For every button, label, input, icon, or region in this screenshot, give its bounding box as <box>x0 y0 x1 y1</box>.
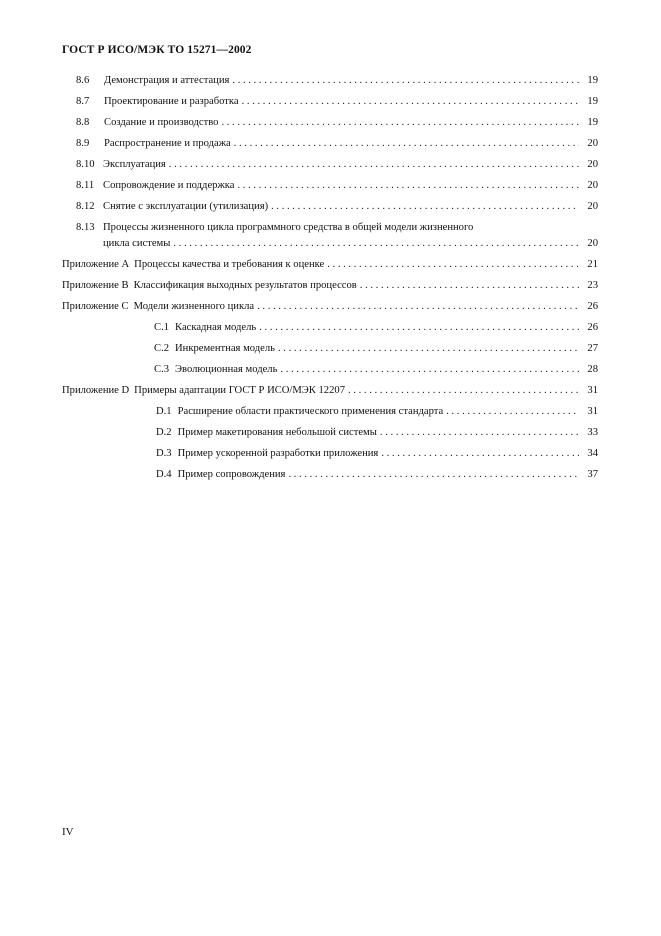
toc-entry-appendix-b[interactable] <box>62 279 598 293</box>
toc-leader-dots <box>280 363 579 377</box>
toc-entry-page: 34 <box>587 448 598 459</box>
toc-entry-title: Пример сопровождения <box>177 469 286 480</box>
toc-entry-number: D.4 <box>156 469 172 480</box>
toc-entry-8-9[interactable] <box>62 137 598 151</box>
toc-entry-page: 19 <box>587 117 598 128</box>
toc-entry-page: 27 <box>587 343 598 354</box>
toc-entry-d-3[interactable] <box>62 447 598 461</box>
toc-entry-title: Пример ускоренной разработки приложения <box>177 448 379 459</box>
toc-entry-number: 8.13 <box>76 222 95 233</box>
toc-entry-number: C.3 <box>154 364 170 375</box>
toc-entry-page: 21 <box>587 259 598 270</box>
toc-entry-page: 31 <box>587 406 598 417</box>
toc-entry-title: Инкрементная модель <box>175 343 275 354</box>
toc-entry-d-2[interactable] <box>62 426 598 440</box>
toc-entry-number: Приложение D <box>62 385 130 396</box>
toc-entry-d-1[interactable] <box>62 405 598 419</box>
toc-entry-appendix-a[interactable] <box>62 258 598 272</box>
toc-entry-number: 8.12 <box>76 201 95 212</box>
toc-entry-8-13[interactable] <box>62 221 598 235</box>
toc-leader-dots <box>446 405 579 419</box>
toc-entry-title: Пример макетирования небольшой системы <box>177 427 377 438</box>
toc-leader-dots <box>381 447 579 461</box>
toc-leader-dots <box>380 426 579 440</box>
toc-entry-title: Снятие с эксплуатации (утилизация) <box>103 201 269 212</box>
toc-leader-dots <box>360 279 579 293</box>
toc-entry-8-12[interactable] <box>62 200 598 214</box>
toc-entry-title: Распространение и продажа <box>104 138 231 149</box>
toc-entry-page: 19 <box>587 75 598 86</box>
toc-entry-number: 8.6 <box>76 75 90 86</box>
toc-entry-number: Приложение A <box>62 259 130 270</box>
toc-leader-dots <box>327 258 579 272</box>
toc-entry-number: Приложение B <box>62 280 129 291</box>
toc-entry-page: 31 <box>587 385 598 396</box>
toc-entry-number: D.1 <box>156 406 172 417</box>
toc-entry-8-6[interactable] <box>62 74 598 88</box>
toc-entry-number: 8.8 <box>76 117 90 128</box>
toc-entry-title: Эволюционная модель <box>175 364 278 375</box>
toc-entry-page: 28 <box>587 364 598 375</box>
toc-entry-number: C.1 <box>154 322 170 333</box>
toc-entry-title: Расширение области практического применения стандарта <box>177 406 444 417</box>
toc-leader-dots <box>259 321 579 335</box>
page-number: IV <box>62 826 74 838</box>
toc-entry-page: 20 <box>587 159 598 170</box>
toc-leader-dots <box>278 342 579 356</box>
toc-leader-dots <box>173 237 579 251</box>
toc-entry-number: D.2 <box>156 427 172 438</box>
toc-leader-dots <box>232 74 579 88</box>
toc-entry-title: цикла системы <box>103 238 171 249</box>
toc-entry-number: 8.11 <box>76 180 95 191</box>
toc-entry-title: Эксплуатация <box>103 159 166 170</box>
toc-entry-number: D.3 <box>156 448 172 459</box>
toc-entry-number: C.2 <box>154 343 170 354</box>
toc-entry-page: 20 <box>587 238 598 249</box>
toc-entry-number: 8.7 <box>76 96 90 107</box>
toc-entry-page: 26 <box>587 322 598 333</box>
toc-leader-dots <box>169 158 579 172</box>
toc-entry-page: 20 <box>587 180 598 191</box>
toc-entry-page: 20 <box>587 138 598 149</box>
toc-entry-page: 23 <box>587 280 598 291</box>
toc-entry-title: Создание и производство <box>104 117 219 128</box>
toc-entry-d-4[interactable] <box>62 468 598 482</box>
toc-entry-number: Приложение C <box>62 301 129 312</box>
toc-entry-title: Процессы жизненного цикла программного средства в общей модели жизненного <box>103 222 474 233</box>
toc-entry-8-13-continuation[interactable] <box>62 237 598 251</box>
toc-leader-dots <box>348 384 579 398</box>
toc-entry-title: Каскадная модель <box>175 322 257 333</box>
toc-entry-8-10[interactable] <box>62 158 598 172</box>
toc-entry-title: Примеры адаптации ГОСТ Р ИСО/МЭК 12207 <box>134 385 345 396</box>
toc-entry-8-11[interactable] <box>62 179 598 193</box>
toc-entry-title: Модели жизненного цикла <box>133 301 255 312</box>
toc-entry-page: 33 <box>587 427 598 438</box>
toc-entry-c-2[interactable] <box>62 342 598 356</box>
toc-leader-dots <box>288 468 579 482</box>
toc-leader-dots <box>271 200 579 214</box>
toc-entry-title: Классификация выходных результатов процессов <box>133 280 357 291</box>
toc-entry-8-8[interactable] <box>62 116 598 130</box>
toc-entry-page: 19 <box>587 96 598 107</box>
toc-entry-title: Процессы качества и требования к оценке <box>134 259 325 270</box>
toc-entry-c-1[interactable] <box>62 321 598 335</box>
toc-entry-page: 20 <box>587 201 598 212</box>
toc-entry-title: Проектирование и разработка <box>104 96 239 107</box>
page-header: ГОСТ Р ИСО/МЭК ТО 15271—2002 <box>62 44 252 56</box>
toc-leader-dots <box>257 300 579 314</box>
toc-leader-dots <box>242 95 579 109</box>
toc-entry-number: 8.10 <box>76 159 95 170</box>
toc-entry-appendix-d[interactable] <box>62 384 598 398</box>
toc-entry-number: 8.9 <box>76 138 90 149</box>
toc-entry-page: 37 <box>587 469 598 480</box>
toc-entry-title: Демонстрация и аттестация <box>104 75 230 86</box>
toc-entry-c-3[interactable] <box>62 363 598 377</box>
toc-entry-page: 26 <box>587 301 598 312</box>
toc-entry-8-7[interactable] <box>62 95 598 109</box>
toc-leader-dots <box>221 116 579 130</box>
toc-entry-title: Сопровождение и поддержка <box>103 180 235 191</box>
toc-leader-dots <box>237 179 579 193</box>
toc-leader-dots <box>234 137 579 151</box>
toc-entry-appendix-c[interactable] <box>62 300 598 314</box>
